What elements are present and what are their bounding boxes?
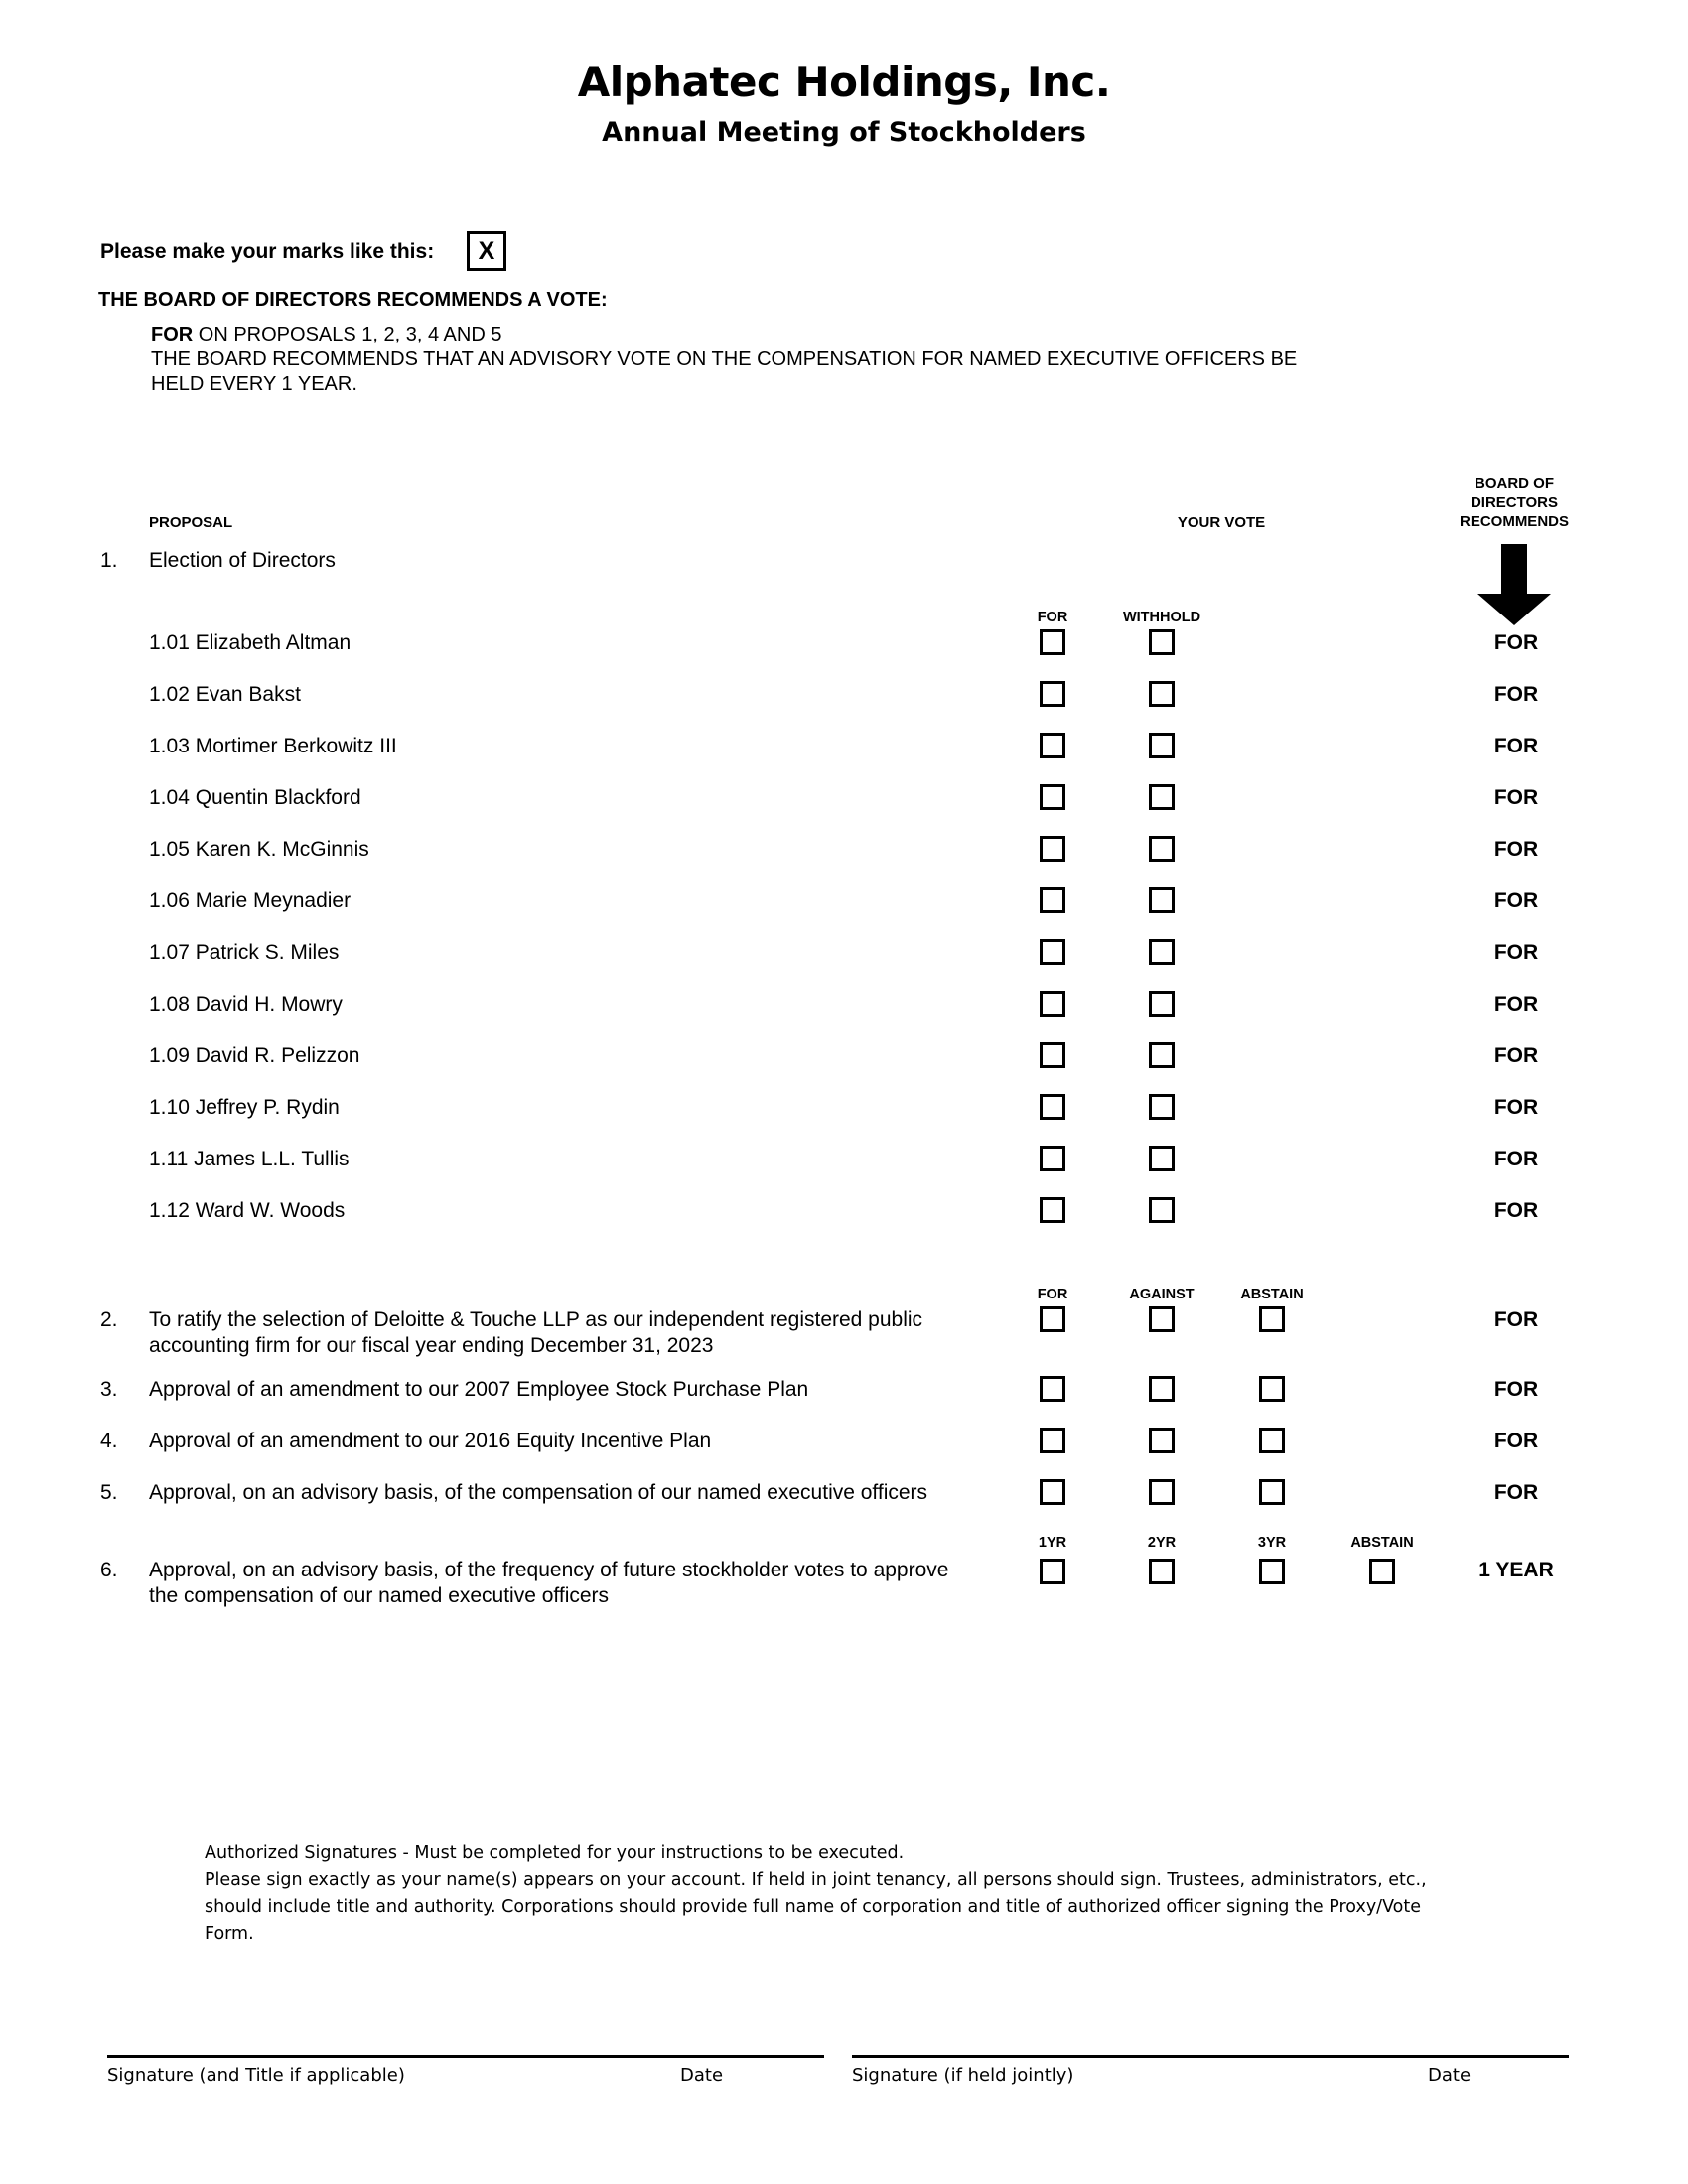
director-name: 1.07 Patrick S. Miles	[149, 941, 340, 964]
board-recommendation-heading: THE BOARD OF DIRECTORS RECOMMENDS A VOTE:	[98, 289, 608, 311]
proposal-abstain-checkbox[interactable]	[1259, 1428, 1285, 1453]
proposal-abstain-checkbox[interactable]	[1259, 1376, 1285, 1402]
director-board-recommendation: FOR	[1493, 993, 1539, 1016]
director-board-recommendation: FOR	[1493, 1199, 1539, 1222]
p6-abstain-checkbox[interactable]	[1369, 1559, 1395, 1584]
proposal-board-recommendation: FOR	[1493, 1308, 1539, 1331]
signature-line-1[interactable]	[107, 2055, 824, 2058]
director-withhold-checkbox[interactable]	[1149, 1146, 1175, 1171]
proposal-text-line-1: Approval of an amendment to our 2007 Employee Stock Purchase Plan	[149, 1378, 809, 1401]
director-name: 1.12 Ward W. Woods	[149, 1199, 346, 1222]
proposal-1-number: 1.	[100, 549, 118, 572]
board-head-line-1: BOARD OF	[1475, 476, 1554, 492]
signature-2-label: Signature (if held jointly)	[852, 2065, 1074, 2086]
proposal-board-recommendation: FOR	[1493, 1481, 1539, 1504]
proposal-1-title: Election of Directors	[149, 549, 336, 572]
p6-col-3yr: 3YR	[1257, 1535, 1287, 1551]
director-withhold-checkbox[interactable]	[1149, 784, 1175, 810]
director-board-recommendation: FOR	[1493, 735, 1539, 757]
p2-col-abstain: ABSTAIN	[1240, 1287, 1304, 1302]
director-withhold-checkbox[interactable]	[1149, 836, 1175, 862]
director-board-recommendation: FOR	[1493, 1044, 1539, 1067]
director-name: 1.10 Jeffrey P. Rydin	[149, 1096, 340, 1119]
director-for-checkbox[interactable]	[1040, 733, 1065, 758]
director-for-checkbox[interactable]	[1040, 784, 1065, 810]
fine-print-line-2: Please sign exactly as your name(s) appears on your account. If held in joint tenancy, all persons should sign. Trustees, administrators, etc.,	[205, 1870, 1427, 1890]
director-withhold-checkbox[interactable]	[1149, 1042, 1175, 1068]
director-for-checkbox[interactable]	[1040, 836, 1065, 862]
director-name: 1.01 Elizabeth Altman	[149, 631, 352, 654]
fine-print-line-1: Authorized Signatures - Must be completed for your instructions to be executed.	[205, 1843, 905, 1863]
director-for-checkbox[interactable]	[1040, 629, 1065, 655]
proposal-text-line-1: Approval, on an advisory basis, of the compensation of our named executive officers	[149, 1481, 928, 1504]
p6-2yr-checkbox[interactable]	[1149, 1559, 1175, 1584]
proposal-for-checkbox[interactable]	[1040, 1428, 1065, 1453]
director-for-checkbox[interactable]	[1040, 1146, 1065, 1171]
recommendation-line-3: HELD EVERY 1 YEAR.	[151, 373, 357, 395]
director-board-recommendation: FOR	[1493, 941, 1539, 964]
proposal-6-line-1: Approval, on an advisory basis, of the frequency of future stockholder votes to approve	[149, 1559, 949, 1581]
proposal-for-checkbox[interactable]	[1040, 1479, 1065, 1505]
proposal-board-recommendation: FOR	[1493, 1430, 1539, 1452]
director-withhold-checkbox[interactable]	[1149, 1197, 1175, 1223]
director-board-recommendation: FOR	[1493, 1148, 1539, 1170]
director-name: 1.02 Evan Bakst	[149, 683, 301, 706]
p6-col-abstain: ABSTAIN	[1350, 1535, 1414, 1551]
proposal-abstain-checkbox[interactable]	[1259, 1306, 1285, 1332]
proposal-against-checkbox[interactable]	[1149, 1479, 1175, 1505]
signature-instructions	[205, 1841, 1495, 1948]
proposal-number: 2.	[100, 1308, 118, 1331]
mark-example-box: X	[467, 231, 506, 271]
p6-board-recommendation: 1 YEAR	[1478, 1559, 1554, 1581]
p6-3yr-checkbox[interactable]	[1259, 1559, 1285, 1584]
proposal-number: 5.	[100, 1481, 118, 1504]
director-withhold-checkbox[interactable]	[1149, 887, 1175, 913]
director-for-checkbox[interactable]	[1040, 1094, 1065, 1120]
proposal-number: 4.	[100, 1430, 118, 1452]
p2-col-against: AGAINST	[1129, 1287, 1195, 1302]
director-name: 1.09 David R. Pelizzon	[149, 1044, 360, 1067]
proposal-board-recommendation: FOR	[1493, 1378, 1539, 1401]
proposal-text-line-1: Approval of an amendment to our 2016 Equity Incentive Plan	[149, 1430, 712, 1452]
p6-col-2yr: 2YR	[1147, 1535, 1177, 1551]
proposal-for-checkbox[interactable]	[1040, 1306, 1065, 1332]
marks-instruction: Please make your marks like this:	[100, 240, 435, 263]
signature-1-label: Signature (and Title if applicable)	[107, 2065, 405, 2086]
board-head-line-3: RECOMMENDS	[1459, 513, 1569, 530]
director-withhold-checkbox[interactable]	[1149, 991, 1175, 1017]
proposal-text-line-1: To ratify the selection of Deloitte & Touche LLP as our independent registered public	[149, 1308, 923, 1331]
p6-col-1yr: 1YR	[1038, 1535, 1067, 1551]
director-name: 1.08 David H. Mowry	[149, 993, 343, 1016]
column-your-vote: YOUR VOTE	[1177, 514, 1266, 531]
director-withhold-checkbox[interactable]	[1149, 939, 1175, 965]
director-withhold-checkbox[interactable]	[1149, 733, 1175, 758]
proposal-against-checkbox[interactable]	[1149, 1376, 1175, 1402]
director-name: 1.06 Marie Meynadier	[149, 889, 352, 912]
proposal-text-line-2: accounting firm for our fiscal year ending December 31, 2023	[149, 1334, 714, 1357]
proposal-abstain-checkbox[interactable]	[1259, 1479, 1285, 1505]
director-for-checkbox[interactable]	[1040, 939, 1065, 965]
director-for-checkbox[interactable]	[1040, 887, 1065, 913]
director-withhold-checkbox[interactable]	[1149, 681, 1175, 707]
director-board-recommendation: FOR	[1493, 838, 1539, 861]
proposal-number: 3.	[100, 1378, 118, 1401]
proposal-6-line-2: the compensation of our named executive officers	[149, 1584, 610, 1607]
proposal-against-checkbox[interactable]	[1149, 1428, 1175, 1453]
director-name: 1.05 Karen K. McGinnis	[149, 838, 369, 861]
p2-col-for: FOR	[1037, 1287, 1068, 1302]
director-board-recommendation: FOR	[1493, 631, 1539, 654]
p1-col-for: FOR	[1037, 610, 1068, 625]
director-name: 1.04 Quentin Blackford	[149, 786, 361, 809]
page-title: Alphatec Holdings, Inc.	[577, 58, 1111, 106]
director-for-checkbox[interactable]	[1040, 681, 1065, 707]
fine-print-line-3: should include title and authority. Corporations should provide full name of corporation and title of authorized officer signing the Proxy/Vote	[205, 1897, 1422, 1917]
proposal-6-number: 6.	[100, 1559, 118, 1581]
board-head-line-2: DIRECTORS	[1470, 494, 1559, 511]
fine-print-line-4: Form.	[205, 1924, 254, 1944]
column-board-recommends	[1440, 475, 1589, 531]
p1-col-withhold: WITHHOLD	[1122, 610, 1201, 625]
signature-line-2[interactable]	[852, 2055, 1569, 2058]
director-withhold-checkbox[interactable]	[1149, 1094, 1175, 1120]
director-board-recommendation: FOR	[1493, 1096, 1539, 1119]
director-name: 1.03 Mortimer Berkowitz III	[149, 735, 397, 757]
recommendation-for-rest: ON PROPOSALS 1, 2, 3, 4 AND 5	[193, 324, 502, 345]
proposal-against-checkbox[interactable]	[1149, 1306, 1175, 1332]
director-for-checkbox[interactable]	[1040, 1197, 1065, 1223]
date-1-label: Date	[680, 2065, 724, 2086]
director-board-recommendation: FOR	[1493, 683, 1539, 706]
column-proposal: PROPOSAL	[149, 514, 233, 531]
page-subtitle: Annual Meeting of Stockholders	[602, 117, 1086, 148]
recommendation-for-bold: FOR	[151, 324, 194, 345]
date-2-label: Date	[1428, 2065, 1472, 2086]
director-for-checkbox[interactable]	[1040, 1042, 1065, 1068]
director-name: 1.11 James L.L. Tullis	[149, 1148, 350, 1170]
recommendation-line-1	[151, 324, 501, 346]
director-for-checkbox[interactable]	[1040, 991, 1065, 1017]
director-board-recommendation: FOR	[1493, 786, 1539, 809]
p6-1yr-checkbox[interactable]	[1040, 1559, 1065, 1584]
director-withhold-checkbox[interactable]	[1149, 629, 1175, 655]
recommendation-line-2: THE BOARD RECOMMENDS THAT AN ADVISORY VOTE ON THE COMPENSATION FOR NAMED EXECUTIVE OFFICERS BE	[151, 348, 1298, 370]
arrow-down-icon	[1477, 544, 1551, 625]
director-board-recommendation: FOR	[1493, 889, 1539, 912]
proposal-for-checkbox[interactable]	[1040, 1376, 1065, 1402]
